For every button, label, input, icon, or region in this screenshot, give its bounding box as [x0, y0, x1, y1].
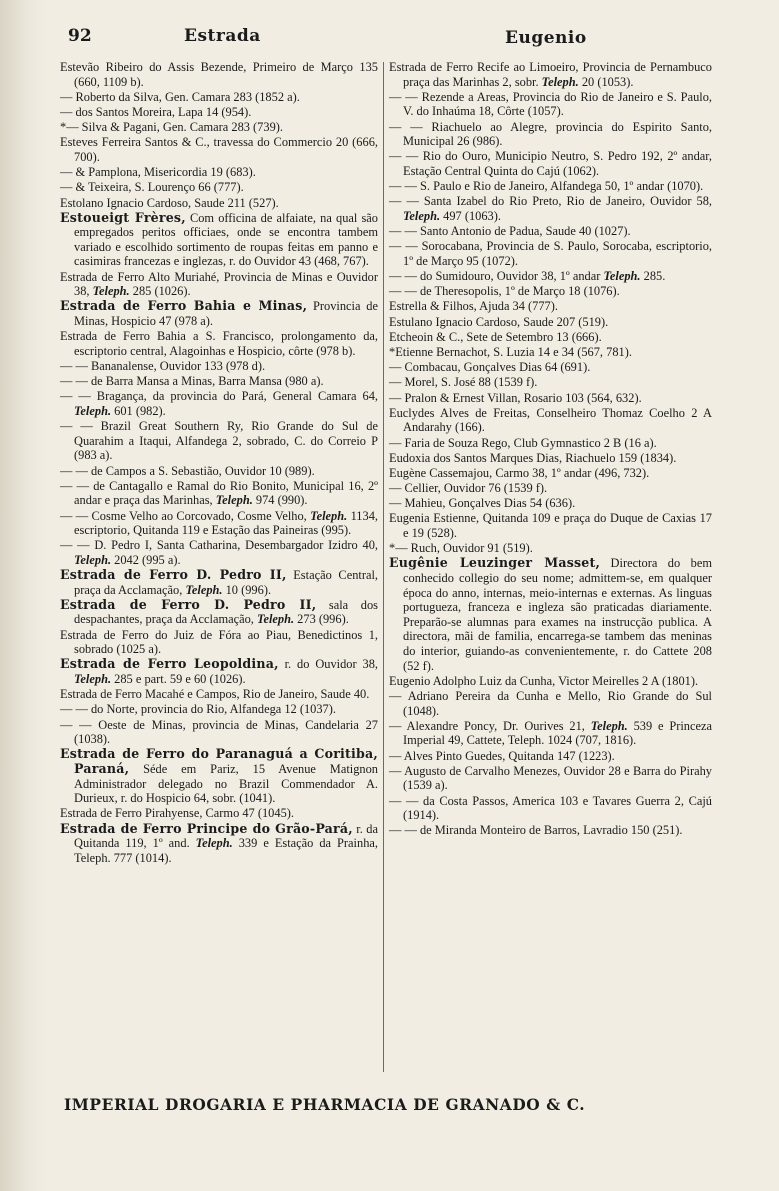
- entry-telephone-label: Teleph.: [257, 612, 295, 627]
- entry-text: — Roberto da Silva, Gen. Camara 283 (1852 a).: [60, 89, 300, 104]
- directory-entry: [60, 419, 378, 463]
- directory-entry: [60, 568, 378, 597]
- entry-text: Com officina de alfaiate, na qual são empregados peritos officiaes, onde se encontra tambem variado e escolhido sortimento de roupas feitas em panno e casimiras francezas e inglezas, r. do Ouvidor 43 (468, 767).: [74, 210, 379, 269]
- directory-entry: [389, 315, 712, 330]
- entry-text: *— Ruch, Ouvidor 91 (519).: [389, 541, 533, 556]
- entry-text: — — D. Pedro I, Santa Catharina, Desembargador Izidro 40,: [60, 538, 378, 553]
- entry-telephone-label: Teleph.: [310, 508, 348, 523]
- entry-text: Eugenio Adolpho Luiz da Cunha, Victor Meirelles 2 A (1801).: [389, 673, 699, 688]
- directory-entry: [389, 224, 712, 239]
- entry-text: — — de Campos a S. Sebastião, Ouvidor 10 (989).: [60, 463, 315, 478]
- entry-text: — Cellier, Ouvidor 76 (1539 f).: [389, 481, 548, 496]
- directory-entry: [60, 165, 378, 180]
- entry-text: — — Rezende a Areas, Provincia do Rio de Janeiro e S. Paulo, V. do Inhaúma 18, Côrte (1057).: [389, 89, 712, 119]
- entry-text-tail: 273 (996).: [294, 612, 349, 627]
- entry-text: — Pralon & Ernest Villan, Rosario 103 (564, 632).: [389, 390, 642, 405]
- directory-entry: [60, 747, 378, 805]
- directory-entry: [389, 179, 712, 194]
- entry-text: — — do Sumidouro, Ouvidor 38, 1º andar: [389, 269, 604, 284]
- directory-entry: [389, 239, 712, 268]
- entry-text: — Morel, S. José 88 (1539 f).: [389, 375, 538, 390]
- entry-text-tail: 285.: [640, 269, 666, 284]
- entry-text: Eugenia Estienne, Quitanda 109 e praça do Duque de Caxias 17 e 19 (528).: [389, 511, 712, 541]
- directory-entry: [389, 466, 712, 481]
- entry-text: — — de Cantagallo e Ramal do Rio Bonito, Municipal 16, 2º andar e praça das Marinhas,: [60, 478, 378, 508]
- directory-entry: [60, 180, 378, 195]
- entry-text: — — S. Paulo e Rio de Janeiro, Alfandega 50, 1º andar (1070).: [389, 179, 704, 194]
- column-divider: [383, 62, 384, 1072]
- directory-entry: [389, 674, 712, 689]
- directory-entry: [60, 135, 378, 164]
- entry-text: — — Brazil Great Southern Ry, Rio Grande do Sul de Quarahim a Itaqui, Alfandega 2, sobrado, C. do Correio P (983 a).: [60, 419, 378, 463]
- directory-entry: [389, 764, 712, 793]
- entry-heading: Estrada de Ferro Bahia e Minas,: [60, 298, 308, 314]
- entry-text: — — Bananalense, Ouvidor 133 (978 d).: [60, 359, 266, 373]
- entry-text: — Mahieu, Gonçalves Dias 54 (636).: [389, 496, 576, 511]
- entry-text: r. da Quitanda 119, 1º and.: [74, 821, 378, 851]
- directory-entry: [389, 436, 712, 451]
- left-column: [60, 60, 378, 866]
- directory-entry: [60, 509, 378, 538]
- entry-text: — Faria de Souza Rego, Club Gymnastico 2 B (16 a).: [389, 435, 657, 450]
- entry-text: — — Oeste de Minas, provincia de Minas, Candelaria 27 (1038).: [60, 717, 378, 747]
- entry-heading: Eugênie Leuzinger Masset,: [389, 555, 601, 571]
- directory-entry: [60, 822, 378, 866]
- directory-entry: [60, 120, 378, 135]
- entry-text: Séde em Pariz, 15 Avenue Matignon Administrador delegado no Brazil Commendador A. Durieux, r. do Hospicio 64, sobr. (1041).: [74, 761, 378, 806]
- entry-text: — — de Miranda Monteiro de Barros, Lavradio 150 (251).: [389, 823, 683, 838]
- right-column: [389, 60, 712, 838]
- directory-entry: [389, 391, 712, 406]
- entry-text: — — de Theresopolis, 1º de Março 18 (1076).: [389, 284, 620, 299]
- entry-text: — Adriano Pereira da Cunha e Mello, Rio Grande do Sul (1048).: [389, 688, 712, 718]
- entry-text-tail: 497 (1063).: [440, 208, 501, 223]
- directory-entry: [60, 270, 378, 299]
- entry-text: Estrada de Ferro Bahia a S. Francisco, prolongamento da, escriptorio central, Alagoinhas e Hospicio, côrte (978 b).: [60, 329, 378, 358]
- directory-entry: [60, 718, 378, 747]
- directory-entry: [389, 60, 712, 89]
- entry-text: — & Teixeira, S. Lourenço 66 (777).: [60, 180, 244, 195]
- directory-entry: [389, 749, 712, 764]
- entry-text: — — Santo Antonio de Padua, Saude 40 (1027).: [389, 224, 631, 239]
- directory-entry: [389, 406, 712, 435]
- entry-text: — Combacau, Gonçalves Dias 64 (691).: [389, 360, 591, 375]
- entry-text: r. do Ouvidor 38,: [278, 657, 379, 672]
- entry-telephone-label: Teleph.: [195, 836, 233, 851]
- directory-entry: [60, 598, 378, 627]
- directory-entry: [60, 359, 378, 374]
- entry-text: Estevão Ribeiro do Assis Bezende, Primeiro de Março 135 (660, 1109 b).: [60, 60, 378, 89]
- entry-text: Etcheoin & C., Sete de Setembro 13 (666).: [389, 329, 602, 344]
- entry-text-tail: 10 (996).: [222, 582, 272, 597]
- directory-entry: [389, 541, 712, 556]
- directory-entry: [60, 329, 378, 358]
- directory-entry: [60, 538, 378, 567]
- entry-text: — Alexandre Poncy, Dr. Ourives 21,: [389, 718, 591, 733]
- entry-text: Euclydes Alves de Freitas, Conselheiro Thomaz Coelho 2 A Andarahy (166).: [389, 405, 712, 435]
- entry-text: — — Santa Izabel do Rio Preto, Rio de Janeiro, Ouvidor 58,: [389, 194, 712, 209]
- directory-entry: [389, 719, 712, 748]
- directory-entry: [389, 375, 712, 390]
- entry-text: Estrada de Ferro Pirahyense, Carmo 47 (1045).: [60, 806, 294, 821]
- entry-telephone-label: Teleph.: [74, 672, 112, 686]
- entry-telephone-label: Teleph.: [590, 718, 628, 733]
- directory-entry: [60, 806, 378, 821]
- entry-text: Estolano Ignacio Cardoso, Saude 211 (527).: [60, 195, 279, 210]
- directory-entry: [60, 687, 378, 702]
- directory-entry: [60, 90, 378, 105]
- entry-telephone-label: Teleph.: [74, 552, 112, 567]
- page-header: [0, 26, 779, 54]
- entry-text-tail: 1134, escriptorio, Quitanda 119 e Estação das Paineiras (995).: [74, 508, 378, 538]
- directory-entry: [60, 105, 378, 120]
- entry-text: — — Riachuelo ao Alegre, provincia do Espirito Santo, Municipal 26 (986).: [389, 119, 712, 149]
- directory-entry: [389, 345, 712, 360]
- entry-text: — — Cosme Velho ao Corcovado, Cosme Velho,: [60, 508, 311, 523]
- entry-text: — — de Barra Mansa a Minas, Barra Mansa (980 a).: [60, 374, 324, 389]
- entry-text: Estrada de Ferro Recife ao Limoeiro, Provincia de Pernambuco praça das Marinhas 2, sobr.: [389, 60, 712, 89]
- directory-entry: [60, 299, 378, 328]
- directory-entry: [389, 511, 712, 540]
- directory-entry: [60, 657, 378, 686]
- directory-entry: [60, 702, 378, 717]
- directory-entry: [389, 149, 712, 178]
- right-running-head: Eugenio: [505, 28, 587, 48]
- entry-heading: Estoueigt Frères,: [60, 209, 186, 225]
- directory-entry: [389, 794, 712, 823]
- directory-entry: [389, 90, 712, 119]
- entry-text: — — Rio do Ouro, Municipio Neutro, S. Pedro 192, 2º andar, Estação Central Quinta do Cajú (1062).: [389, 149, 712, 178]
- entry-text: Estrella & Filhos, Ajuda 34 (777).: [389, 299, 558, 314]
- entry-telephone-label: Teleph.: [92, 284, 130, 299]
- directory-entry: [60, 479, 378, 508]
- entry-text-tail: 20 (1053).: [578, 74, 634, 89]
- directory-entry: [389, 120, 712, 149]
- directory-entry: [389, 330, 712, 345]
- directory-entry: [389, 194, 712, 223]
- left-running-head: Estrada: [184, 26, 261, 46]
- directory-entry: [389, 496, 712, 511]
- directory-entry: [389, 481, 712, 496]
- entry-text: — — do Norte, provincia do Rio, Alfandega 12 (1037).: [60, 702, 336, 717]
- entry-text-tail: 601 (982).: [111, 403, 166, 418]
- directory-entry: [60, 196, 378, 211]
- entry-text: Estrada de Ferro do Juiz de Fóra ao Piau, Benedictinos 1, sobrado (1025 a).: [60, 627, 378, 657]
- entry-text: — Alves Pinto Guedes, Quitanda 147 (1223).: [389, 748, 615, 763]
- entry-telephone-label: Teleph.: [603, 269, 641, 284]
- entry-heading: Estrada de Ferro do Paranaguá a Coritiba, Paraná,: [60, 746, 378, 776]
- entry-text: — — da Costa Passos, America 103 e Tavares Guerra 2, Cajú (1914).: [389, 793, 712, 823]
- entry-telephone-label: Teleph.: [74, 403, 112, 418]
- directory-entry: [60, 464, 378, 479]
- directory-entry: [389, 823, 712, 838]
- entry-text: Estulano Ignacio Cardoso, Saude 207 (519).: [389, 314, 609, 329]
- entry-heading: Estrada de Ferro D. Pedro II,: [60, 567, 287, 583]
- entry-text-tail: 285 e part. 59 e 60 (1026).: [111, 672, 246, 686]
- entry-text: *— Silva & Pagani, Gen. Camara 283 (739).: [60, 120, 283, 135]
- directory-entry: [60, 374, 378, 389]
- entry-text-tail: 2042 (995 a).: [111, 552, 181, 567]
- entry-text-tail: 339 e Estação da Prainha, Teleph. 777 (1014).: [74, 836, 378, 865]
- entry-heading: Estrada de Ferro Leopoldina,: [60, 656, 279, 672]
- entry-text-tail: 974 (990).: [252, 493, 308, 508]
- entry-text: Estrada de Ferro Alto Muriahé, Provincia de Minas e Ouvidor 38,: [60, 269, 378, 299]
- page-binding-edge: [0, 0, 46, 1191]
- entry-telephone-label: Teleph.: [541, 74, 579, 89]
- directory-entry: [60, 628, 378, 657]
- footer-advertisement: IMPERIAL DROGARIA E PHARMACIA DE GRANADO & C.: [64, 1096, 586, 1114]
- entry-text: Directora do bem conhecido collegio do seu nome; admittem-se, em qualquer época do anno, internas, meio-internas e externas. As linguas portugueza, franceza e ingleza são praticadas diariamente. Preparão-se alumnas para exames na instrucção publica. A directora, mãi de familia, encarrega-se tambem das meninas do interior, guiando-as convenientemente, r. do Cattete 208 (52 f).: [403, 556, 712, 673]
- entry-text: Esteves Ferreira Santos & C., travessa do Commercio 20 (666, 700).: [60, 135, 378, 164]
- directory-entry: [389, 556, 712, 673]
- entry-text: — dos Santos Moreira, Lapa 14 (954).: [60, 104, 252, 119]
- entry-telephone-label: Teleph.: [215, 493, 253, 508]
- entry-text: — & Pamplona, Misericordia 19 (683).: [60, 165, 256, 180]
- entry-text-tail: 539 e Princeza Imperial 49, Cattete, Teleph. 1024 (707, 1816).: [403, 718, 712, 748]
- entry-text: Provincia de Minas, Hospicio 47 (978 a).: [74, 299, 378, 329]
- directory-entry: [389, 284, 712, 299]
- directory-entry: [389, 689, 712, 718]
- directory-entry: [60, 211, 378, 269]
- entry-text: — Augusto de Carvalho Menezes, Ouvidor 28 e Barra do Pirahy (1539 a).: [389, 763, 712, 793]
- page-number: 92: [68, 26, 92, 46]
- entry-heading: Estrada de Ferro D. Pedro II,: [60, 596, 317, 612]
- entry-telephone-label: Teleph.: [403, 208, 441, 223]
- entry-text: Eudoxia dos Santos Marques Dias, Riachuelo 159 (1834).: [389, 450, 677, 465]
- directory-entry: [60, 60, 378, 89]
- entry-text-tail: 285 (1026).: [129, 284, 191, 299]
- entry-text: Estação Central, praça da Acclamação,: [74, 568, 378, 597]
- entry-text: Estrada de Ferro Macahé e Campos, Rio de Janeiro, Saude 40.: [60, 687, 370, 702]
- directory-entry: [60, 389, 378, 418]
- directory-entry: [389, 299, 712, 314]
- entry-text: — — Bragança, da provincia do Pará, General Camara 64,: [60, 389, 378, 404]
- entry-text: — — Sorocabana, Provincia de S. Paulo, Sorocaba, escriptorio, 1º de Março 95 (1072).: [389, 239, 712, 268]
- directory-entry: [389, 451, 712, 466]
- directory-entry: [389, 360, 712, 375]
- directory-entry: [389, 269, 712, 284]
- entry-text: *Etienne Bernachot, S. Luzia 14 e 34 (567, 781).: [389, 345, 632, 359]
- entry-heading: Estrada de Ferro Principe do Grão-Pará,: [60, 820, 353, 836]
- entry-text: sala dos despachantes, praça da Acclamação,: [74, 597, 378, 627]
- entry-text: Eugène Cassemajou, Carmo 38, 1º andar (496, 732).: [389, 465, 650, 480]
- entry-telephone-label: Teleph.: [185, 582, 223, 597]
